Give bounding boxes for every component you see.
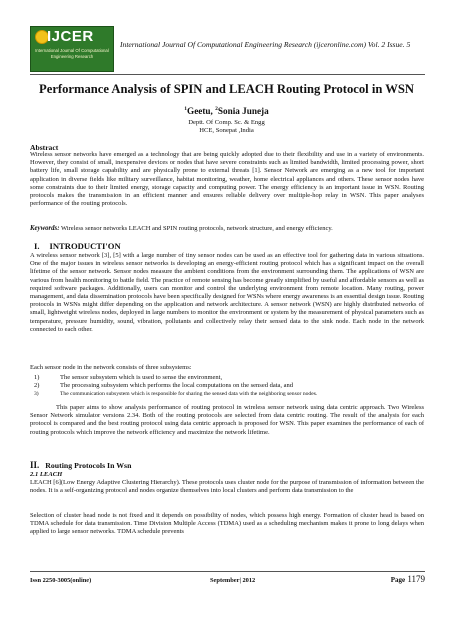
- section1-number: I.: [34, 241, 40, 251]
- subsystem-list: [34, 374, 424, 398]
- page-number-value: 1179: [407, 574, 425, 584]
- list-item-text: The processing subsystem which performs the local computations on the sensed data, and: [60, 382, 294, 389]
- logo-brand: IJCER: [47, 28, 94, 45]
- list-item-text: The communication subsystem which is responsible for sharing the sensed data with the neighboring sensor nodes.: [60, 391, 318, 397]
- keywords-label: Keywords:: [30, 225, 60, 232]
- list-item-number: 1): [34, 374, 40, 381]
- leach-paragraph: LEACH [6](Low Energy Adaptive Clustering Hierarchy). These protocols uses cluster node for the purpose of transmission of information between the nodes. It is a self-organizing protocol and nodes organize themselves into local clusters and perform data transmission to the: [30, 479, 424, 495]
- list-item: [34, 382, 424, 390]
- intro-paragraph: A wireless sensor network [3], [5] with a large number of tiny sensor nodes can be used as an effective tool for gathering data in various situations. One of the major issues in wireless sensor networks is developing an energy-efficient routing protocol which has a significant impact on the overall lifetime of the sensor network. Sensor nodes measure the ambient conditions from the environment surrounding them. The applications of WSN are various from health monitoring to battle field. The practice of remote sensing has become greatly simplified by useful and affordable sensors as well as required software packages. Additionally, users can monitor and control the underlying environment from remote location. Many routing, power management, and data dissemination protocols have been specifically designed for WSNs where energy awareness is an essential design issue. Routing protocols in WSNs might differ depending on the application and network architecture. A sensor network (WSN) are highly distributed networks of small, lightweight wireless nodes, deployed in large numbers to monitor the environment or system by the measurement of physical parameters such as temperature, pressure humidity, sound, vibration, pollutants and collectively relay their sensed data to the sink node. Each node in the network connected to each other.: [30, 252, 424, 333]
- author1-sup: 1: [184, 106, 188, 112]
- list-item-number: 2): [34, 382, 40, 389]
- page-number: [391, 574, 425, 584]
- affiliation-line1: Deptt. Of Comp. Sc. & Engg: [188, 119, 265, 126]
- list-item: [34, 374, 424, 382]
- cluster-head-paragraph: Selection of cluster head node is not fixed and it depends on possibility of nodes, which possess high energy. Formation of cluster head is based on TDMA schedule for data transmission. Time Division Multiple Access (TDMA) used as a scheduling mechanism makes it prone to long delays when applied to large sensor networks. TDMA schedule prevents: [30, 512, 424, 536]
- keywords: [30, 225, 424, 233]
- list-item-text: The sensor subsystem which is used to sense the environment,: [60, 374, 223, 381]
- section2-number: II.: [30, 460, 40, 470]
- footer-issn: Issn 2250-3005(online): [30, 577, 92, 584]
- affiliation-line2: HCE, Sonepat ,India: [199, 127, 254, 135]
- affiliation: [20, 119, 433, 136]
- footer-date: September| 2012: [210, 577, 256, 584]
- abstract-heading: Abstract: [30, 143, 59, 152]
- author1: Geetu,: [187, 106, 216, 117]
- logo-subtitle: International Journal Of Computational Engineering Research: [35, 48, 109, 59]
- journal-header: [30, 26, 430, 72]
- subsection-leach-heading: 2.1 LEACH: [30, 471, 63, 478]
- journal-logo: [30, 26, 114, 72]
- section1-heading: [34, 241, 121, 251]
- abstract-text: Wireless sensor networks have emerged as a technology that are being quickly adopted due to their flexibility and use in a variety of environments. However, they consist of small, inexpensive devices or nodes that have severe constraints such as limited bandwidth, limited processing power, short battery life, small storage capability and are physically prone to external threats [1]. Sensor Network are emerging as a new tool for important application in diverse fields like military surveillance, habitat monitoring, weather, home electrical appliances and others. These sensor nodes have some constraints due to their limited energy, storage capacity and computing power. The energy efficiency is an important issue in WSN. Routing protocols makes the transmission in an efficient manner and ensures reliable delivery over multiple-hop relay in WSN. This paper analyses performance of the routing protocols.: [30, 151, 424, 208]
- page-label: Page: [390, 576, 406, 584]
- list-item-number: 3): [34, 391, 39, 397]
- author2-sup: 2: [215, 106, 218, 112]
- author2: Sonia Juneja: [217, 106, 269, 117]
- section2-title: Routing Protocols In Wsn: [45, 461, 132, 470]
- paper-authors: [20, 106, 433, 116]
- list-item: [34, 390, 424, 398]
- section1-title: INTRODUCTI'ON: [49, 241, 121, 251]
- section2-heading: [30, 460, 131, 470]
- aim-paragraph: This paper aims to show analysis performance of routing protocol in wireless sensor network using data centric approach. Two Wireless Sensor Network simulator versions 2.34. Both of the routing protocols are selected from data centric routing. The result of the analysis for each protocol is compared and the best routing protocol using data centric approach is proposed for WSN. This paper examines the performance of each of routing protocols which improve the network efficiency and maximize the network lifetime.: [30, 404, 424, 436]
- subsystems-intro: Each sensor node in the network consists of three subsystems:: [30, 364, 192, 371]
- footer-divider: [30, 571, 425, 572]
- header-divider: [30, 74, 425, 75]
- paper-title: Performance Analysis of SPIN and LEACH Routing Protocol in WSN: [39, 82, 414, 96]
- journal-line: International Journal Of Computational Engineering Research (ijceronline.com) Vol. 2 Issue. 5: [120, 40, 411, 49]
- keywords-text: Wireless sensor networks LEACH and SPIN routing protocols, network structure, and energy efficiency.: [59, 225, 333, 232]
- page-footer: [30, 574, 425, 586]
